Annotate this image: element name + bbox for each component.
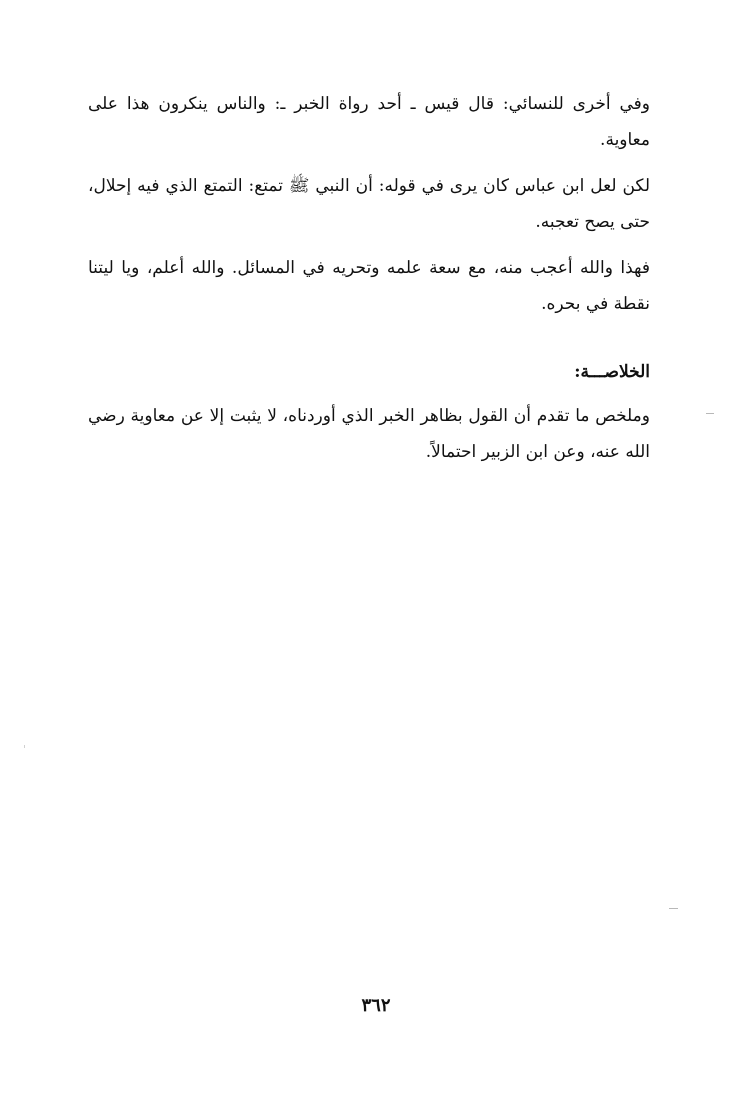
margin-mark — [24, 745, 25, 748]
paragraph-wonder: فهذا والله أعجب منه، مع سعة علمه وتحريه في المسائل. والله أعلم، ويا ليتنا نقطة في بحره. — [88, 258, 650, 314]
section-heading-summary: الخلاصـــة: — [574, 362, 650, 382]
page-number: ٣٦٢ — [361, 995, 391, 1016]
margin-mark — [669, 908, 678, 909]
paragraph-summary: وملخص ما تقدم أن القول بظاهر الخبر الذي أوردناه، لا يثبت إلا عن معاوية رضي الله عنه، وعن ابن الزبير احتمالاً. — [88, 406, 650, 462]
paragraph-nasai-narration: وفي أخرى للنسائي: قال قيس ـ أحد رواة الخبر ـ: والناس ينكرون هذا على معاوية. — [88, 94, 650, 150]
margin-mark — [706, 413, 714, 414]
paragraph-ibn-abbas-view: لكن لعل ابن عباس كان يرى في قوله: أن النبي ﷺ تمتع: التمتع الذي فيه إحلال، حتى يصح تعجبه. — [88, 176, 650, 232]
